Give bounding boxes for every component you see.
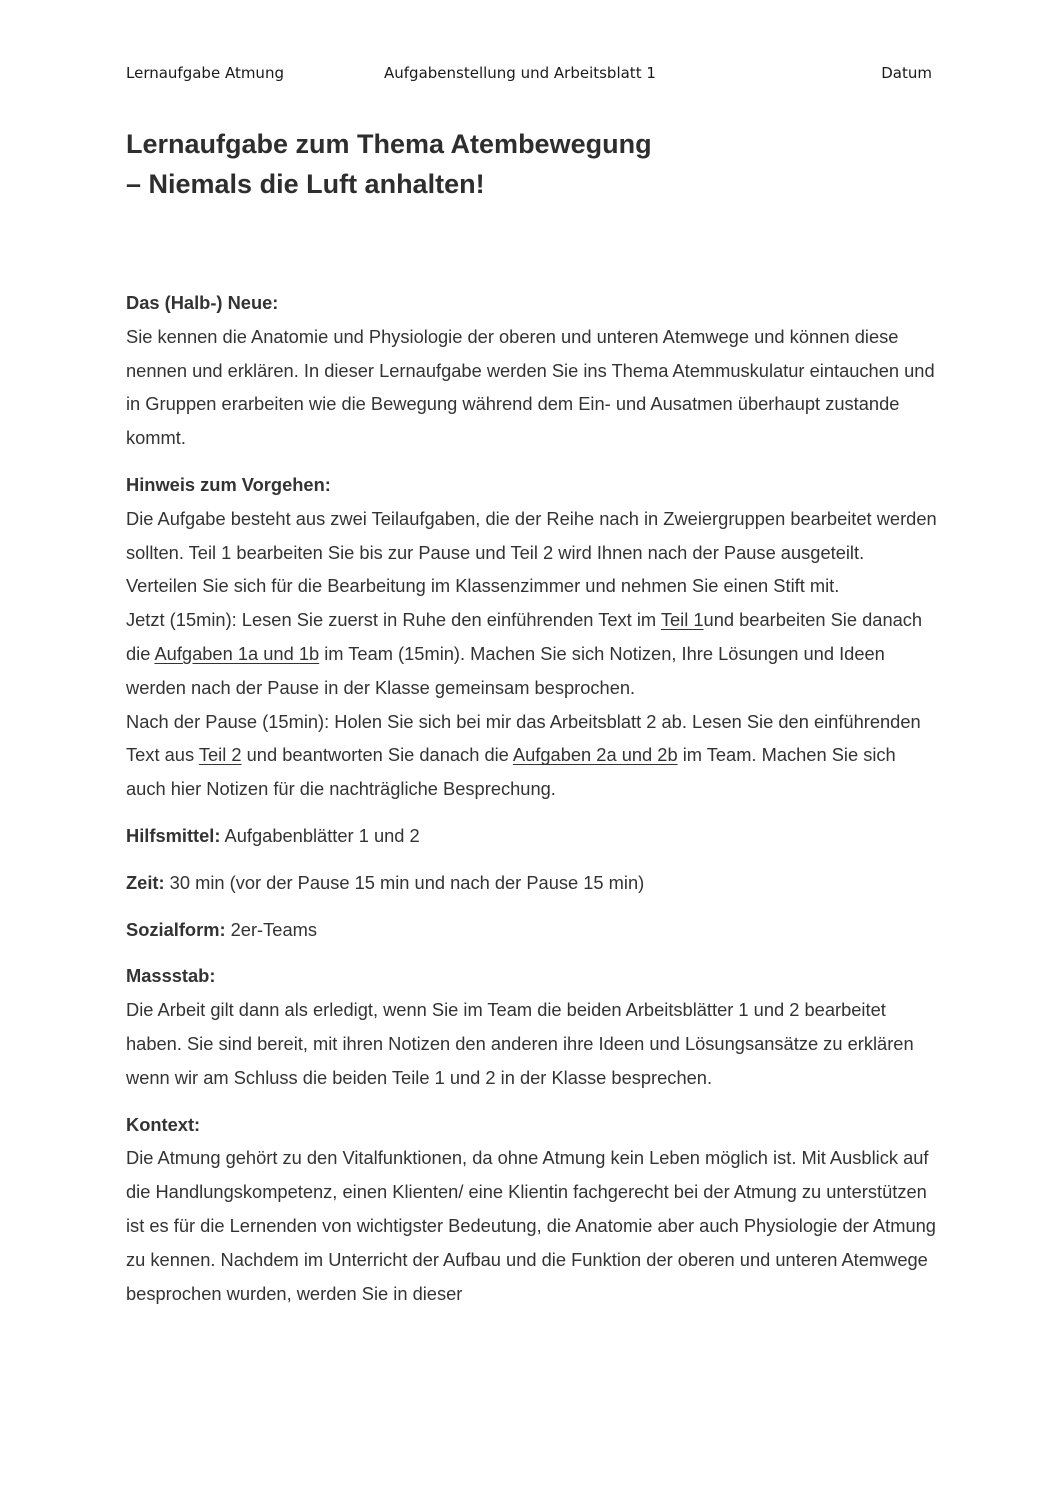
section-hinweis	[126, 468, 938, 806]
title-line-1: Lernaufgabe zum Thema Atembewegung	[126, 129, 652, 159]
page-header	[126, 64, 932, 88]
nach-text-2: und beantworten Sie danach die	[241, 744, 513, 766]
link-teil-2: Teil 2	[198, 744, 242, 766]
section-sozialform	[126, 913, 938, 947]
sozialform-value: 2er-Teams	[225, 918, 317, 940]
massstab-heading: Massstab:	[126, 965, 216, 987]
link-teil-1: Teil 1	[660, 609, 704, 631]
nach-text-3: im Team. Machen Sie sich auch hier Notizen für die nachträgliche Besprechung.	[126, 744, 896, 800]
header-date: Datum	[881, 64, 932, 82]
hinweis-heading: Hinweis zum Vorgehen:	[126, 473, 331, 495]
hinweis-jetzt	[126, 603, 938, 704]
neue-heading: Das (Halb-) Neue:	[126, 292, 279, 313]
section-zeit	[126, 866, 938, 900]
hilfsmittel-label: Hilfsmittel:	[126, 824, 221, 846]
zeit-value: 30 min (vor der Pause 15 min und nach der Pause 15 min)	[164, 871, 645, 893]
jetzt-text-1: Jetzt (15min): Lesen Sie zuerst in Ruhe den einführenden Text im	[126, 609, 661, 631]
zeit-label: Zeit:	[126, 871, 165, 893]
sozialform-label: Sozialform:	[126, 918, 226, 940]
kontext-text: Die Atmung gehört zu den Vitalfunktionen, da ohne Atmung kein Leben möglich ist. Mit Ausblick auf die Handlungskompetenz, einen Klienten/ eine Klientin fachgerecht bei der Atmung zu unterstützen ist es für die Lernenden von wichtigster Bedeutung, die Anatomie aber auch Physiologie der Atmung zu kennen. Nachdem im Unterricht der Aufbau und die Funktion der oberen und unteren Atemwege besprochen wurden, werden Sie in dieser	[126, 1147, 936, 1304]
nach-text-1: Nach der Pause (15min): Holen Sie sich bei mir das Arbeitsblatt 2 ab. Lesen Sie den einführenden Text aus	[126, 710, 921, 766]
massstab-text: Die Arbeit gilt dann als erledigt, wenn Sie im Team die beiden Arbeitsblätter 1 und 2 bearbeitet haben. Sie sind bereit, mit ihren Notizen den anderen ihre Ideen und Lösungsansätze zu erklären wenn wir am Schluss die beiden Teile 1 und 2 in der Klasse besprechen.	[126, 999, 914, 1088]
document-body	[126, 286, 938, 1323]
neue-text: Sie kennen die Anatomie und Physiologie der oberen und unteren Atemwege und können diese nennen und erklären. In dieser Lernaufgabe werden Sie ins Thema Atemmuskulatur eintauchen und in Gruppen erarbeiten wie die Bewegung während dem Ein- und Ausatmen überhaupt zustande kommt.	[126, 325, 935, 449]
document-title	[126, 124, 946, 204]
section-hilfsmittel	[126, 819, 938, 853]
title-line-2: – Niemals die Luft anhalten!	[126, 169, 485, 199]
kontext-heading: Kontext:	[126, 1113, 201, 1135]
jetzt-text-3: im Team (15min). Machen Sie sich Notizen, Ihre Lösungen und Ideen werden nach der Pause in der Klasse gemeinsam besprochen.	[126, 642, 885, 698]
section-massstab	[126, 959, 938, 1094]
section-kontext	[126, 1108, 938, 1311]
link-aufgaben-1: Aufgaben 1a und 1b	[154, 642, 320, 664]
hinweis-nach	[126, 705, 938, 806]
header-center: Aufgabenstellung und Arbeitsblatt 1	[384, 64, 656, 82]
hilfsmittel-value: Aufgabenblätter 1 und 2	[220, 824, 420, 846]
jetzt-text-2: und bearbeiten Sie danach die	[126, 609, 923, 664]
section-neue	[126, 286, 938, 455]
header-left: Lernaufgabe Atmung	[126, 64, 284, 82]
link-aufgaben-2: Aufgaben 2a und 2b	[512, 744, 678, 766]
hinweis-text: Die Aufgabe besteht aus zwei Teilaufgaben, die der Reihe nach in Zweiergruppen bearbeitet werden sollten. Teil 1 bearbeiten Sie bis zur Pause und Teil 2 wird Ihnen nach der Pause ausgeteilt. Verteilen Sie sich für die Bearbeitung im Klassenzimmer und nehmen Sie einen Stift mit.	[126, 507, 937, 597]
